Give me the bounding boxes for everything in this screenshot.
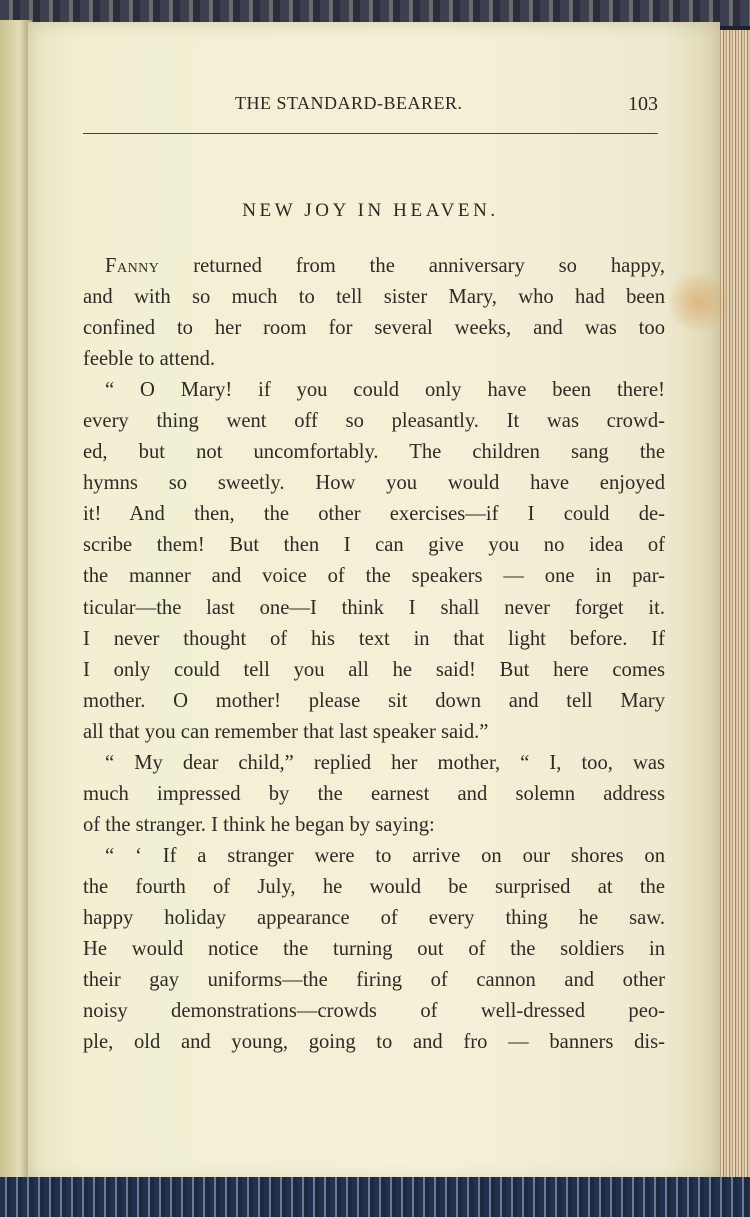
text-line: every thing went off so pleasantly. It was crowd-	[83, 410, 665, 433]
text-line: ticular—the last one—I think I shall never forget it.	[83, 596, 665, 619]
text-line: the manner and voice of the speakers — one in par-	[83, 565, 665, 588]
text-line: “ My dear child,” replied her mother, “ I, too, was	[105, 751, 665, 774]
text-line: mother. O mother! please sit down and tell Mary	[83, 689, 665, 712]
text-line: much impressed by the earnest and solemn address	[83, 782, 665, 805]
text-line: the fourth of July, he would be surprised at the	[83, 875, 665, 898]
text-line: He would notice the turning out of the soldiers in	[83, 938, 665, 961]
text-line: Fanny returned from the anniversary so happy,	[105, 255, 665, 277]
text-line: hymns so sweetly. How you would have enjoyed	[83, 472, 665, 495]
text-line: of the stranger. I think he began by saying:	[83, 813, 435, 836]
body-text	[83, 251, 665, 1058]
header-rule	[83, 133, 658, 134]
text-line: ed, but not uncomfortably. The children sang the	[83, 441, 665, 464]
text-line: “ ‘ If a stranger were to arrive on our shores on	[105, 844, 665, 867]
age-stain	[668, 272, 728, 332]
text-line: and with so much to tell sister Mary, who had been	[83, 286, 665, 309]
text-line: happy holiday appearance of every thing he saw.	[83, 906, 665, 929]
running-head: THE STANDARD-BEARER.	[235, 93, 463, 113]
text-line: ple, old and young, going to and fro — banners dis-	[83, 1031, 665, 1054]
text-line: all that you can remember that last speaker said.”	[83, 720, 489, 743]
text-line: confined to her room for several weeks, and was too	[83, 317, 665, 340]
chapter-title: NEW JOY IN HEAVEN.	[242, 200, 499, 221]
text-line: it! And then, the other exercises—if I could de-	[83, 503, 665, 526]
page-number: 103	[628, 93, 658, 115]
text-line: “ O Mary! if you could only have been there!	[105, 379, 665, 402]
page-header	[83, 93, 658, 123]
text-line: scribe them! But then I can give you no idea of	[83, 534, 665, 557]
text-line: feeble to attend.	[83, 348, 216, 371]
text-line: noisy demonstrations—crowds of well-dressed peo-	[83, 1000, 665, 1023]
text-line: I never thought of his text in that light before. If	[83, 627, 665, 650]
text-line: I only could tell you all he said! But here comes	[83, 658, 665, 681]
drop-word: Fanny	[105, 255, 160, 277]
book-bottom-edge	[0, 1177, 750, 1217]
text-line: their gay uniforms—the firing of cannon and other	[83, 969, 665, 992]
